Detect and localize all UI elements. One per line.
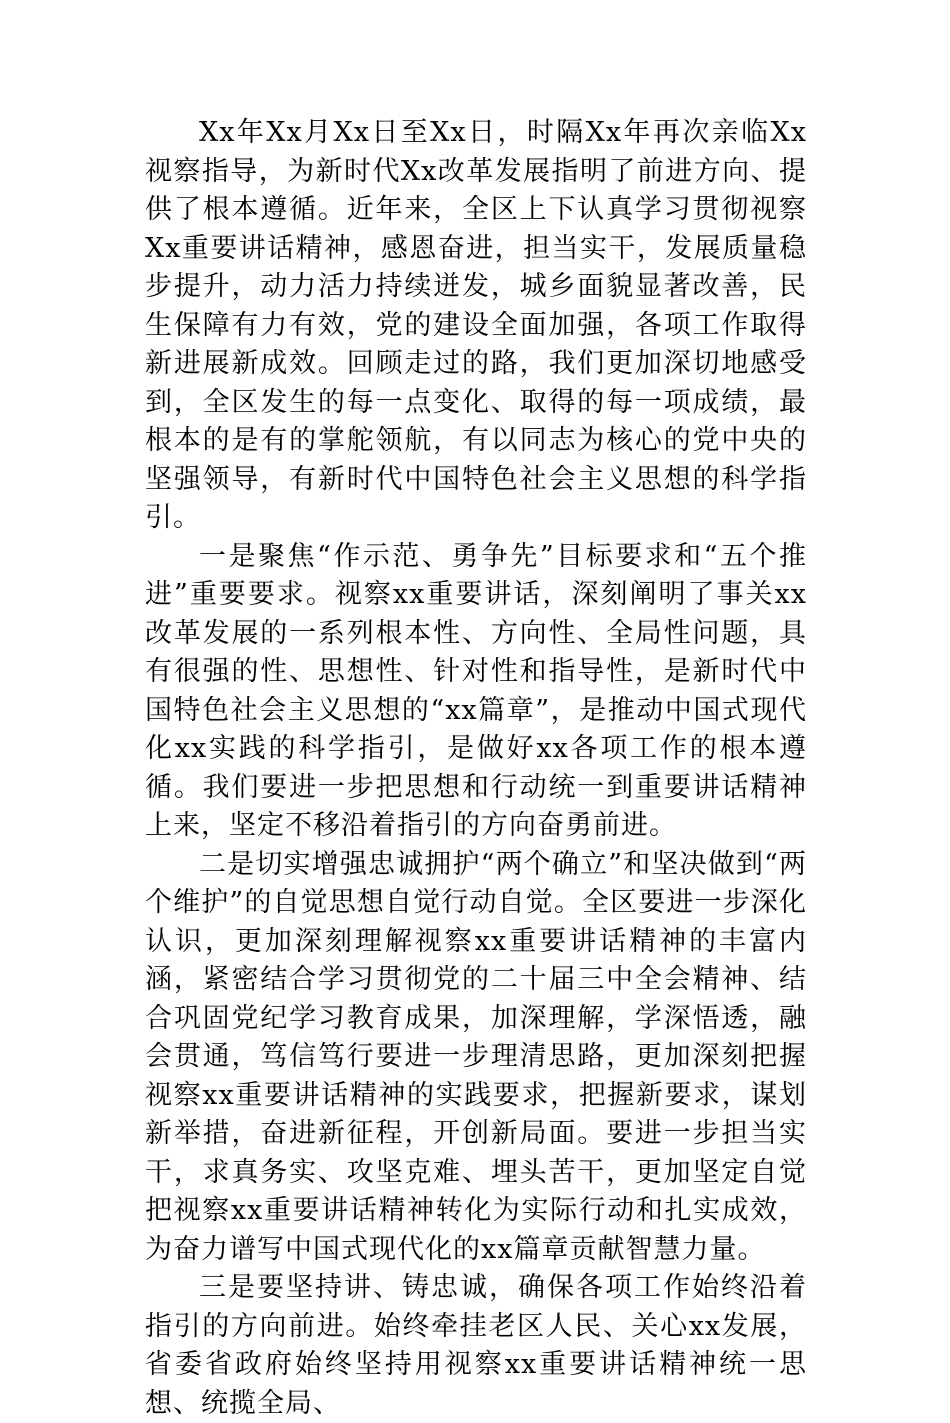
- document-page: [145, 114, 807, 1423]
- paragraph-point-three: 三是要坚持讲、铸忠诚，确保各项工作始终沿着指引的方向前进。始终牵挂老区人民、关心xx发展，省委省政府始终坚持用视察xx重要讲话精神统一思想、统揽全局、: [145, 1272, 807, 1419]
- paragraph-point-one: 一是聚焦“作示范、勇争先”目标要求和“五个推进”重要要求。视察xx重要讲话，深刻阐明了事关xx改革发展的一系列根本性、方向性、全局性问题，具有很强的性、思想性、针对性和指导性，是新时代中国特色社会主义思想的“xx篇章”，是推动中国式现代化xx实践的科学指引，是做好xx各项工作的根本遵循。我们要进一步把思想和行动统一到重要讲话精神上来，坚定不移沿着指引的方向奋勇前进。: [145, 540, 807, 841]
- paragraph-point-two: 二是切实增强忠诚拥护“两个确立”和坚决做到“两个维护”的自觉思想自觉行动自觉。全区要进一步深化认识，更加深刻理解视察xx重要讲话精神的丰富内涵，紧密结合学习贯彻党的二十届三中全会精神、结合巩固党纪学习教育成果，加深理解，学深悟透，融会贯通，笃信笃行要进一步理清思路，更加深刻把握视察xx重要讲话精神的实践要求，把握新要求，谋划新举措，奋进新征程，开创新局面。要进一步担当实干，求真务实、攻坚克难、埋头苦干，更加坚定自觉把视察xx重要讲话精神转化为实际行动和扎实成效，为奋力谱写中国式现代化的xx篇章贡献智慧力量。: [145, 848, 807, 1265]
- paragraph-intro: Xx年Xx月Xx日至Xx日，时隔Xx年再次亲临Xx视察指导，为新时代Xx改革发展指明了前进方向、提供了根本遵循。近年来，全区上下认真学习贯彻视察Xx重要讲话精神，感恩奋进，担当实干，发展质量稳步提升，动力活力持续迸发，城乡面貌显著改善，民生保障有力有效，党的建设全面加强，各项工作取得新进展新成效。回顾走过的路，我们更加深切地感受到，全区发生的每一点变化、取得的每一项成绩，最根本的是有的掌舵领航，有以同志为核心的党中央的坚强领导，有新时代中国特色社会主义思想的科学指引。: [145, 117, 807, 533]
